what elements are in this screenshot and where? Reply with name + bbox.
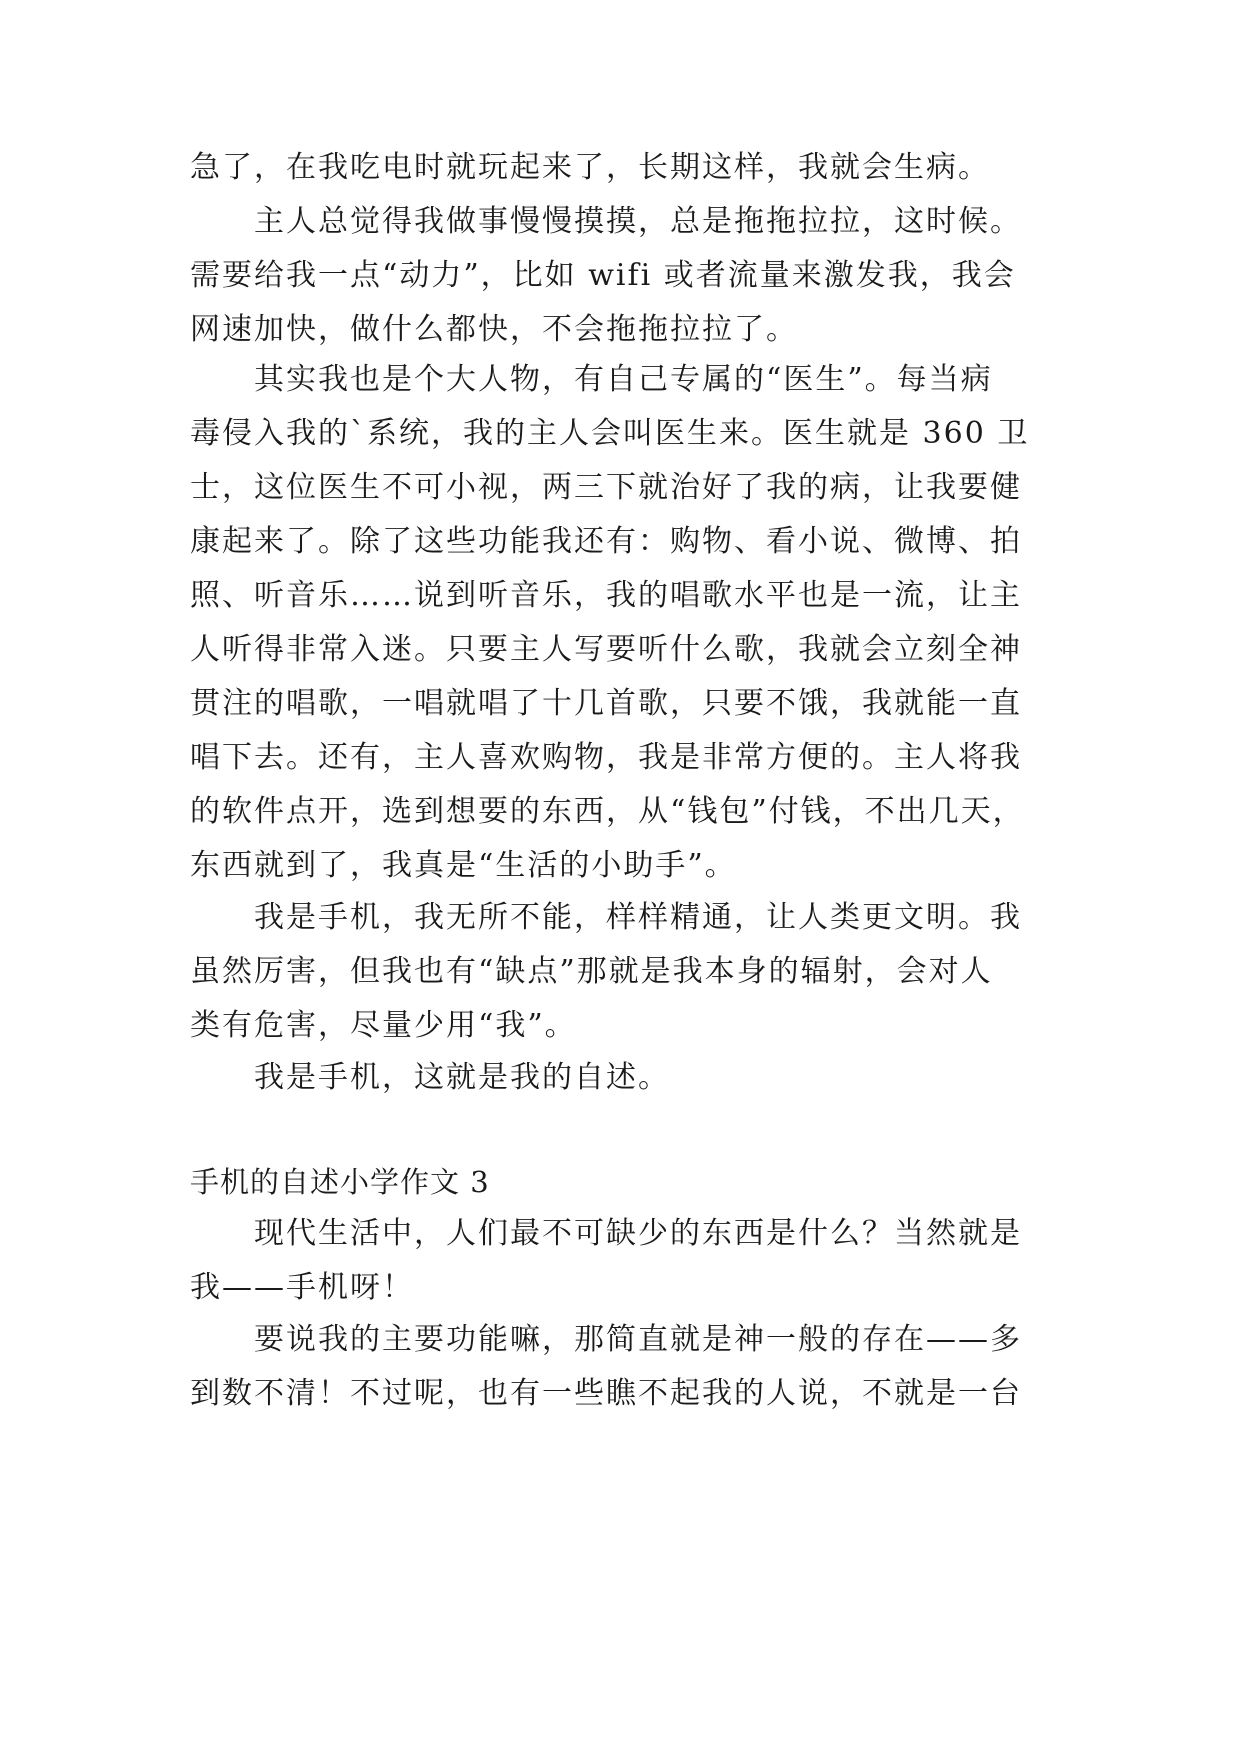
text-line: 我——手机呀！ (190, 1270, 414, 1305)
text-line: 照、听音乐……说到听音乐，我的唱歌水平也是一流，让主 (190, 578, 1022, 613)
text-line: 我是手机，我无所不能，样样精通，让人类更文明。我 (254, 900, 1022, 935)
text-line: 东西就到了，我真是“生活的小助手”。 (190, 848, 737, 883)
text-line: 我是手机，这就是我的自述。 (254, 1060, 670, 1095)
text-line: 需要给我一点“动力”，比如 wifi 或者流量来激发我，我会 (190, 258, 1016, 293)
text-line: 康起来了。除了这些功能我还有：购物、看小说、微博、拍 (190, 524, 1022, 559)
text-line: 现代生活中，人们最不可缺少的东西是什么？当然就是 (254, 1216, 1022, 1251)
text-line: 贯注的唱歌，一唱就唱了十几首歌，只要不饿，我就能一直 (190, 686, 1022, 721)
text-line: 人听得非常入迷。只要主人写要听什么歌，我就会立刻全神 (190, 632, 1022, 667)
text-line: 毒侵入我的`系统，我的主人会叫医生来。医生就是 360 卫 (190, 416, 1030, 451)
text-line: 唱下去。还有，主人喜欢购物，我是非常方便的。主人将我 (190, 740, 1022, 775)
text-line: 士，这位医生不可小视，两三下就治好了我的病，让我要健 (190, 470, 1022, 505)
text-line: 主人总觉得我做事慢慢摸摸，总是拖拖拉拉，这时候。 (254, 204, 1022, 239)
text-line: 其实我也是个大人物，有自己专属的“医生”。每当病 (254, 362, 993, 397)
section-title: 手机的自述小学作文 3 (190, 1165, 490, 1199)
text-line: 的软件点开，选到想要的东西，从“钱包”付钱，不出几天， (190, 794, 1025, 829)
text-line: 要说我的主要功能嘛，那简直就是神一般的存在——多 (254, 1322, 1022, 1357)
text-line: 到数不清！不过呢，也有一些瞧不起我的人说，不就是一台 (190, 1376, 1022, 1411)
text-line: 虽然厉害，但我也有“缺点”那就是我本身的辐射，会对人 (190, 954, 993, 989)
text-line: 类有危害，尽量少用“我”。 (190, 1008, 577, 1043)
text-line: 网速加快，做什么都快，不会拖拖拉拉了。 (190, 312, 798, 347)
text-line: 急了，在我吃电时就玩起来了，长期这样，我就会生病。 (190, 150, 990, 185)
